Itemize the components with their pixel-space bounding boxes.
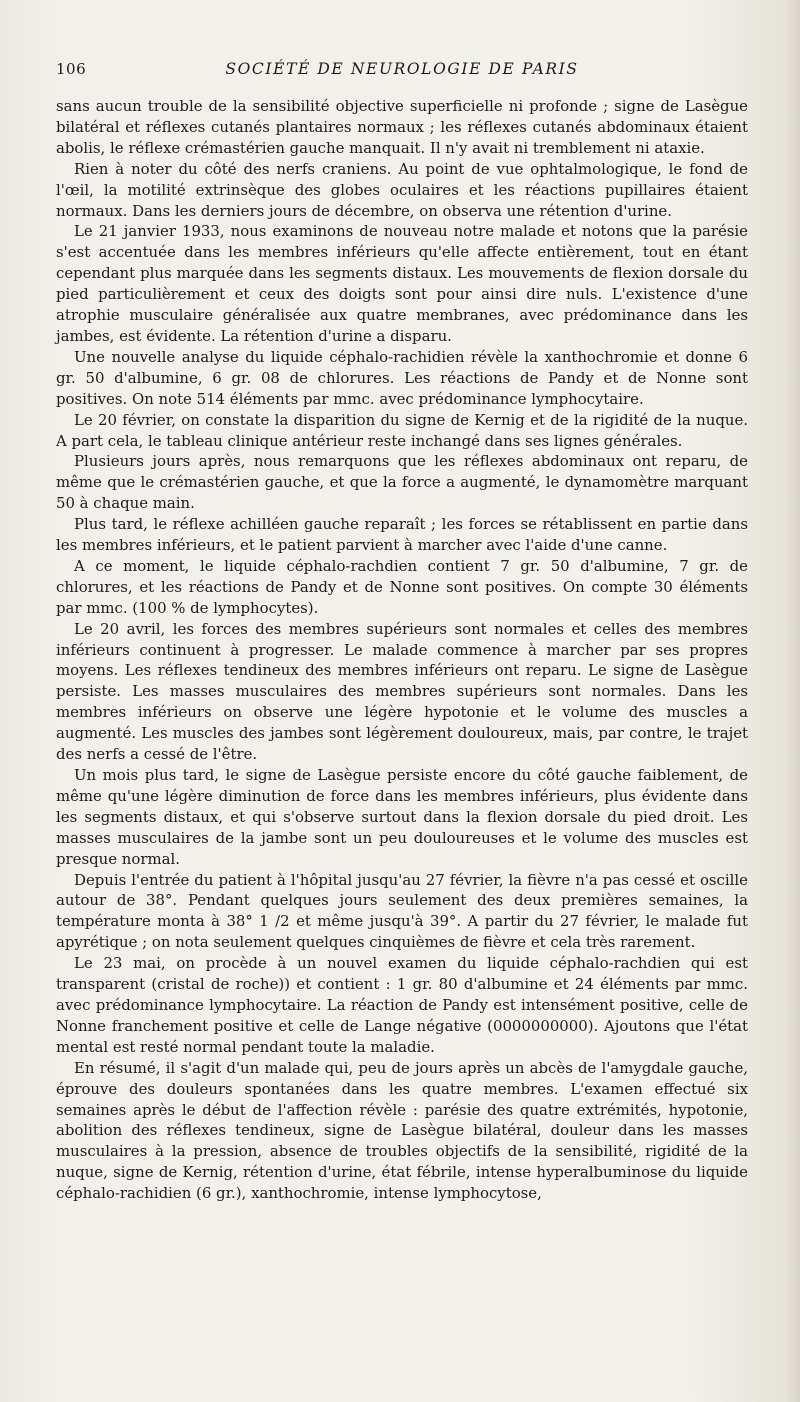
paragraph: Le 20 février, on constate la disparition du signe de Kernig et de la rigidité de la nuque. A part cela, le tableau clinique antérieur reste inchangé dans ses lignes générales. — [56, 410, 748, 450]
page-number: 106 — [56, 60, 87, 78]
paragraph: Le 23 mai, on procède à un nouvel examen du liquide céphalo-rachdien qui est transparent (cristal de roche)) et contient : 1 gr. 80 d'albumine et 24 éléments par mmc. avec prédominance lymphocytaire. La réaction de Pandy est intensément positive, celle de Nonne franchement positive et celle de Lange négative (0000000000). Ajoutons que l'état mental est resté normal pendant toute la maladie. — [56, 954, 748, 1056]
paragraph: Le 21 janvier 1933, nous examinons de nouveau notre malade et notons que la parésie s'est accentuée dans les membres inférieurs qu'elle affecte entièrement, tout en étant cependant plus marquée dans les segments distaux. Les mouvements de flexion dorsale du pied particulièrement et ceux des doigts sont pour ainsi dire nuls. L'existence d'une atrophie musculaire généralisée aux quatre membranes, avec prédominance dans les jambes, est évidente. La rétention d'urine a disparu. — [56, 222, 748, 345]
paragraph: Un mois plus tard, le signe de Lasègue persiste encore du côté gauche faiblement, de même qu'une légère diminution de force dans les membres inférieurs, plus évidente dans les segments distaux, et qui s'observe surtout dans la flexion dorsale du pied droit. Les masses musculaires de la jambe sont un peu douloureuses et le volume des muscles est presque normal. — [56, 766, 748, 868]
running-title: SOCIÉTÉ DE NEUROLOGIE DE PARIS — [225, 60, 579, 78]
paragraph: Plus tard, le réflexe achilléen gauche reparaît ; les forces se rétablissent en partie dans les membres inférieurs, et le patient parvient à marcher avec l'aide d'une canne. — [56, 515, 748, 555]
body-text — [56, 96, 748, 1204]
paragraph: Depuis l'entrée du patient à l'hôpital jusqu'au 27 février, la fièvre n'a pas cessé et oscille autour de 38°. Pendant quelques jours seulement des deux premières semaines, la température monta à 38° 1 /2 et même jusqu'à 39°. A partir du 27 février, le malade fut apyrétique ; on nota seulement quelques cinquièmes de fièvre et cela très rarement. — [56, 870, 748, 952]
paragraph: sans aucun trouble de la sensibilité objective superficielle ni profonde ; signe de Lasègue bilatéral et réflexes cutanés plantaires normaux ; les réflexes cutanés abdominaux étaient abolis, le réflexe crémastérien gauche manquait. Il n'y avait ni tremblement ni ataxie. — [56, 97, 748, 157]
paragraph: Plusieurs jours après, nous remarquons que les réflexes abdominaux ont reparu, de même que le crémastérien gauche, et que la force a augmenté, le dynamomètre marquant 50 à chaque main. — [56, 452, 748, 513]
paragraph: En résumé, il s'agit d'un malade qui, peu de jours après un abcès de l'amygdale gauche, éprouve des douleurs spontanées dans les quatre membres. L'examen effectué six semaines après le début de l'affection révèle : parésie des quatre extrémités, hypotonie, abolition des réflexes tendineux, signe de Lasègue bilatéral, douleur dans les masses musculaires à la pression, absence de troubles objectifs de la sensibilité, rigidité de la nuque, signe de Kernig, rétention d'urine, état fébrile, intense hyperalbuminose du liquide céphalo-rachidien (6 gr.), xanthochromie, intense lymphocytose, — [56, 1058, 748, 1203]
paragraph: Rien à noter du côté des nerfs craniens. Au point de vue ophtalmologique, le fond de l'œil, la motilité extrinsèque des globes oculaires et les réactions pupillaires étaient normaux. Dans les derniers jours de décembre, on observa une rétention d'urine. — [56, 159, 748, 220]
paragraph: Le 20 avril, les forces des membres supérieurs sont normales et celles des membres inférieurs continuent à progresser. Le malade commence à marcher par ses propres moyens. Les réflexes tendineux des membres inférieurs ont reparu. Le signe de Lasègue persiste. Les masses musculaires des membres supérieurs sont normales. Dans les membres inférieurs on observe une légère hypotonie et le volume des muscles a augmenté. Les muscles des jambes sont légèrement douloureux, mais, par contre, le trajet des nerfs a cessé de l'être. — [56, 619, 748, 764]
paragraph: Une nouvelle analyse du liquide céphalo-rachidien révèle la xanthochromie et donne 6 gr. 50 d'albumine, 6 gr. 08 de chlorures. Les réactions de Pandy et de Nonne sont positives. On note 514 éléments par mmc. avec prédominance lymphocytaire. — [56, 347, 748, 408]
page-header — [56, 60, 748, 84]
page-edge-shadow — [786, 0, 800, 1402]
paragraph: A ce moment, le liquide céphalo-rachdien contient 7 gr. 50 d'albumine, 7 gr. de chlorures, et les réactions de Pandy et de Nonne sont positives. On compte 30 éléments par mmc. (100 % de lymphocytes). — [56, 556, 748, 617]
